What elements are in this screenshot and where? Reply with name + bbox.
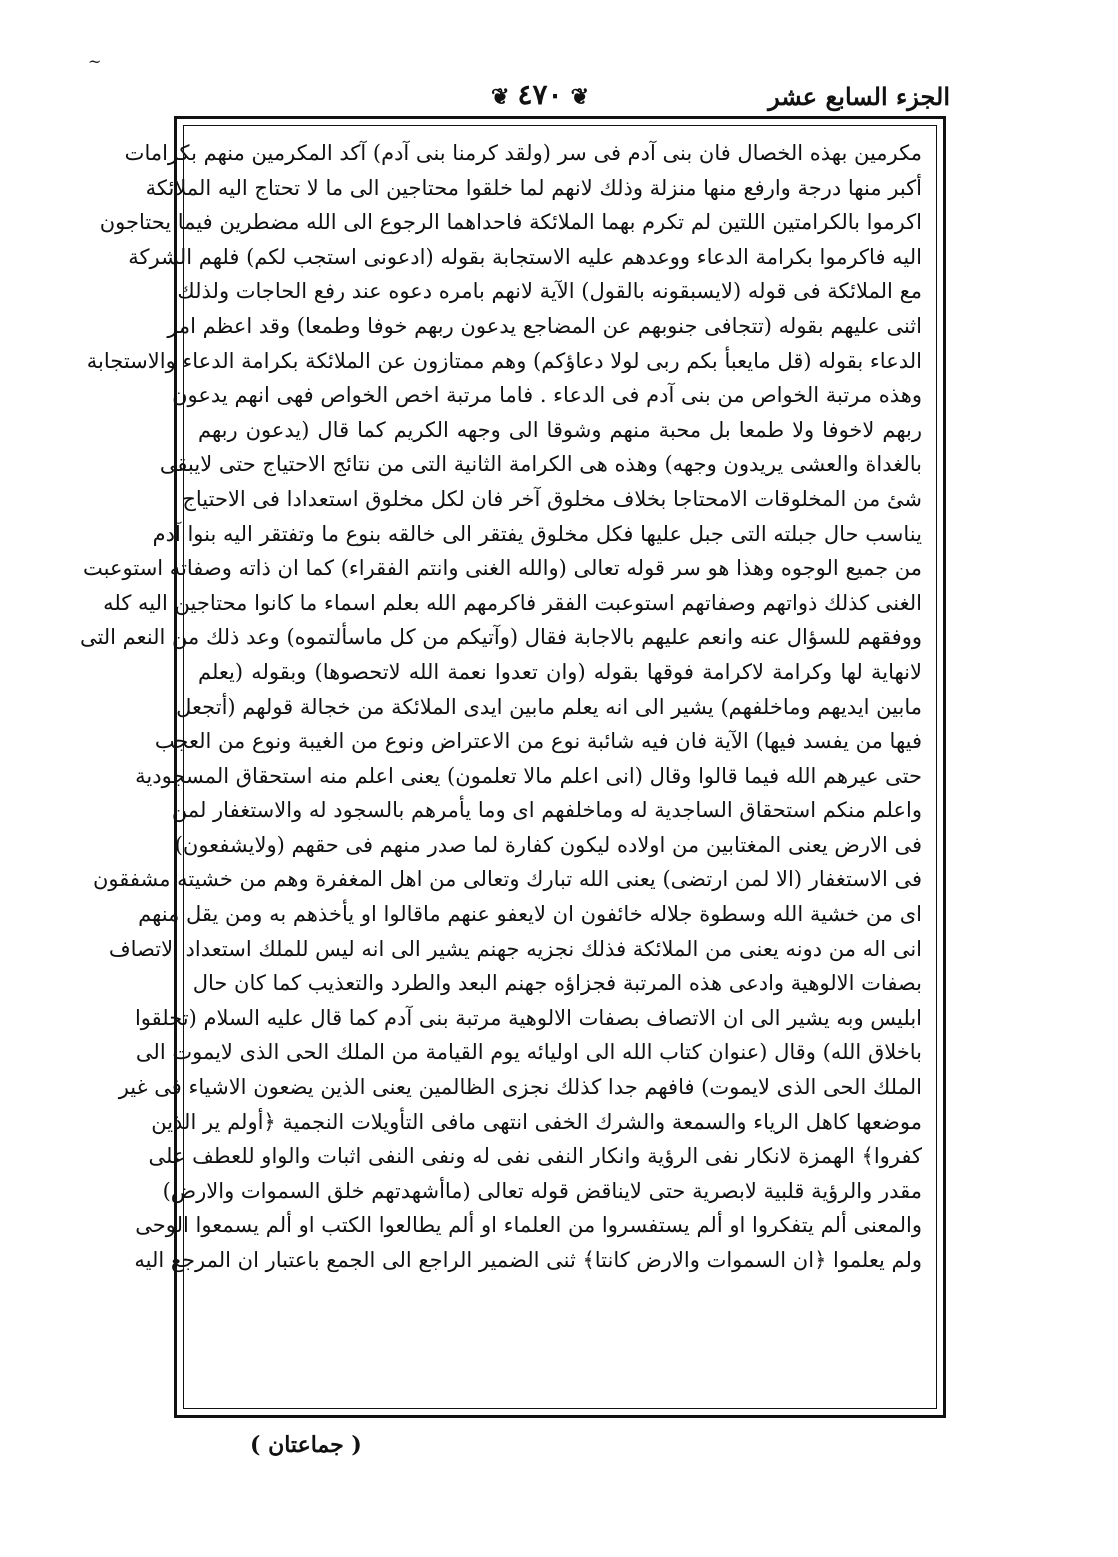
text-frame [79, 116, 946, 1418]
text-line: موضعها كاهل الرياء والسمعة والشرك الخفى انتهى مافى التأويلات النجمية ﴿أولم ير الذين [151, 1109, 922, 1134]
text-line: شئ من المخلوقات الامحتاجا بخلاف مخلوق آخر فان لكل مخلوق استعدادا فى الاحتياج [182, 486, 922, 511]
text-line: ابليس وبه يشير الى ان الاتصاف بصفات الالوهية مرتبة بنى آدم كما قال عليه السلام (تخلقوا [134, 1005, 922, 1030]
text-line: الملك الحى الذى لايموت) فافهم جدا كذلك نجزى الظالمين يعنى الذين يضعون الاشياء فى غير [118, 1075, 922, 1100]
page-number: ٤٧٠ [517, 78, 563, 111]
text-line: مقدر والرؤية قلبية لابصرية حتى لايناقض قوله تعالى (ماأشهدتهم خلق السموات والارض) [162, 1178, 922, 1203]
page-header [190, 78, 950, 118]
text-line: لانهاية لها وكرامة لاكرامة فوقها بقوله (وان تعدوا نعمة الله لاتحصوها) وبقوله (يعلم [198, 659, 922, 684]
text-line: حتى عيرهم الله فيما قالوا وقال (انى اعلم مالا تعلمون) يعنى اعلم منه استحقاق المسجودية [135, 763, 922, 788]
text-frame-inner [79, 125, 937, 1409]
text-line: اثنى عليهم بقوله (تتجافى جنوبهم عن المضاجع يدعون ربهم خوفا وطمعا) وقد اعظم امر [167, 313, 922, 338]
body-text [79, 136, 922, 1278]
text-line: اى من خشية الله وسطوة جلاله خائفون ان لايعفو عنهم ماقالوا او يأخذهم به ومن يقل منهم [138, 902, 922, 927]
text-line: بالغداة والعشى يريدون وجهه) وهذه هى الكرامة الثانية التى من نتائج الاحتياج حتى لايبقى [159, 452, 922, 477]
text-line: مابين ايديهم وماخلفهم) يشير الى انه يعلم مابين ايدى الملائكة من خجالة قولهم (أتجعل [176, 694, 922, 719]
running-title: الجزء السابع عشر [768, 82, 950, 111]
text-line: كفروا﴾ الهمزة لانكار نفى الرؤية وانكار النفى نفى له ونفى النفى اثبات والواو للعطف على [148, 1144, 922, 1169]
text-line: اكرموا بالكرامتين اللتين لم تكرم بهما الملائكة فاحداهما الرجوع الى الله مضطرين فيما يحتاجون [99, 210, 922, 235]
text-line: فيها من يفسد فيها) الآية فان فيه شائبة نوع من الاعتراض ونوع من الغيبة ونوع من العجب [154, 729, 922, 754]
text-line: من جميع الوجوه وهذا هو سر قوله تعالى (والله الغنى وانتم الفقراء) كما ان ذاته وصفاته استوعبت [83, 556, 922, 581]
text-line: مع الملائكة فى قوله (لايسبقونه بالقول) الآية لانهم بامره دعوه عند رفع الحاجات ولذلك [177, 279, 922, 304]
text-line: يناسب حال جبلته التى جبل عليها فكل مخلوق يفتقر الى خالقه بنوع ما وتفتقر اليه بنوا آدم [152, 521, 922, 546]
text-line: الدعاء بقوله (قل مايعبأ بكم ربى لولا دعاؤكم) وهم ممتازون عن الملائكة بكرامة الدعاء والاستجابة [86, 348, 922, 373]
text-line: وهذه مرتبة الخواص من بنى آدم فى الدعاء . فاما مرتبة اخص الخواص فهى انهم يدعون [172, 383, 922, 408]
text-line: ووفقهم للسؤال عنه وانعم عليهم بالاجابة فقال (وآتيكم من كل ماسألتموه) وعد ذلك من النعم التى [79, 625, 922, 650]
text-line: مكرمين بهذه الخصال فان بنى آدم فى سر (ولقد كرمنا بنى آدم) آكد المكرمين منهم بكرامات [124, 141, 922, 165]
text-line: باخلاق الله) وقال (عنوان كتاب الله الى اوليائه يوم القيامة من الملك الحى الذى لايموت الى [135, 1040, 922, 1065]
text-line: ولم يعلموا ﴿ان السموات والارض كانتا﴾ ثنى الضمير الراجع الى الجمع باعتبار ان المرجع اليه [134, 1248, 922, 1272]
text-line: فى الاستغفار (الا لمن ارتضى) يعنى الله تبارك وتعالى من اهل المغفرة وهم من خشيته مشفقون [92, 867, 922, 892]
text-line: الغنى كذلك ذواتهم وصفاتهم استوعبت الفقر فاكرمهم الله بعلم اسماء ما كانوا محتاجين اليه كله [103, 590, 922, 615]
text-line: بصفات الالوهية وادعى هذه المرتبة فجزاؤه جهنم البعد والطرد والتعذيب كما كان حال [192, 971, 922, 996]
catchword: ( جماعتان ) [250, 1432, 362, 1458]
text-line: فى الارض يعنى المغتابين من اولاده ليكون كفارة لما صدر منهم فى حقهم (ولايشفعون) [174, 832, 922, 857]
text-line: اليه فاكرموا بكرامة الدعاء ووعدهم عليه الاستجابة بقوله (ادعونى استجب لكم) فلهم الشركة [128, 244, 922, 269]
text-line: ربهم لاخوفا ولا طمعا بل محبة منهم وشوقا الى وجهه الكريم كما قال (يدعون ربهم [198, 417, 922, 442]
text-line: أكبر منها درجة وارفع منها منزلة وذلك لانهم لما خلقوا محتاجين الى ما لا تحتاج اليه الملائكة [145, 175, 922, 200]
text-line: انى اله من دونه يعنى من الملائكة فذلك نجزيه جهنم يشير الى انه ليس للملك استعداد الاتصاف [108, 936, 922, 961]
corner-mark: ~ [88, 52, 102, 71]
page-number-block [390, 78, 690, 111]
text-line: واعلم منكم استحقاق الساجدية له وماخلفهم اى وما يأمرهم بالسجود له والاستغفار لمن [171, 798, 922, 823]
ornament-left-icon: ❦ [570, 83, 589, 110]
text-line: والمعنى ألم يتفكروا او ألم يستفسروا من العلماء او ألم يطالعوا الكتب او ألم يسمعوا الوحى [135, 1213, 922, 1238]
ornament-right-icon: ❦ [491, 83, 510, 110]
